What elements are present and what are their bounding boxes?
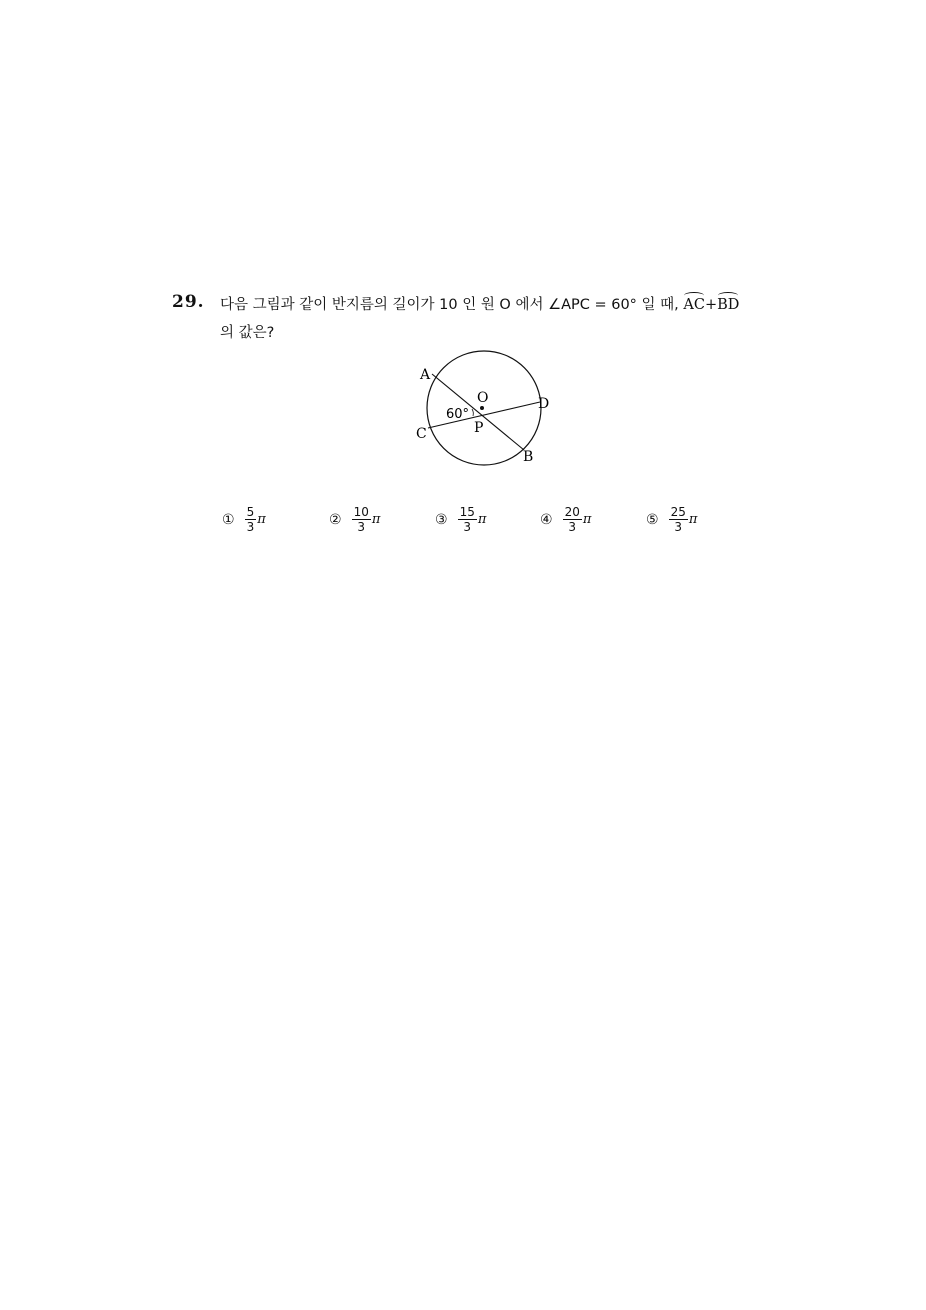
denominator: 3 — [674, 520, 683, 534]
denominator: 3 — [246, 520, 255, 534]
choice-2[interactable] — [329, 505, 380, 534]
fraction — [245, 505, 257, 534]
question-stem-line-2: 의 값은? — [220, 325, 275, 341]
fraction — [563, 505, 582, 534]
choice-4[interactable] — [540, 505, 591, 534]
fraction — [458, 505, 477, 534]
angle-arc — [472, 409, 473, 416]
fraction — [669, 505, 688, 534]
pi-symbol: π — [688, 512, 698, 527]
choice-marker: ⑤ — [646, 511, 659, 528]
pi-symbol: π — [582, 512, 592, 527]
fraction — [352, 505, 371, 534]
choice-marker: ② — [329, 511, 342, 528]
question-stem-text: 다음 그림과 같이 반지름의 길이가 10 인 원 O 에서 ∠APC = 60° 일 때, — [220, 297, 679, 313]
label-c: C — [416, 426, 427, 442]
choice-1[interactable] — [222, 505, 266, 534]
choice-marker: ④ — [540, 511, 553, 528]
arc-bd: BD — [717, 297, 740, 313]
choice-marker: ① — [222, 511, 235, 528]
pi-symbol: π — [371, 512, 381, 527]
numerator: 10 — [353, 505, 369, 519]
plus-sign: + — [704, 297, 718, 313]
circle-figure — [410, 346, 550, 480]
denominator: 3 — [568, 520, 577, 534]
label-b: B — [523, 449, 534, 465]
center-point — [480, 406, 484, 410]
label-angle: 60° — [446, 407, 470, 422]
question-number: 29. — [172, 292, 205, 312]
pi-symbol: π — [257, 512, 266, 527]
denominator: 3 — [357, 520, 366, 534]
numerator: 20 — [564, 505, 580, 519]
answer-choices — [222, 505, 742, 549]
label-a: A — [420, 367, 431, 383]
pi-symbol: π — [477, 512, 487, 527]
label-d: D — [538, 396, 550, 412]
numerator: 15 — [459, 505, 475, 519]
denominator: 3 — [463, 520, 472, 534]
label-p: P — [474, 420, 484, 436]
question-stem-line-1 — [220, 293, 739, 314]
choice-5[interactable] — [646, 505, 697, 534]
numerator: 25 — [670, 505, 686, 519]
numerator: 5 — [246, 505, 255, 519]
choice-marker: ③ — [435, 511, 448, 528]
arc-ac: AC — [683, 297, 705, 313]
choice-3[interactable] — [435, 505, 486, 534]
label-o: O — [477, 390, 489, 406]
circle-diagram — [410, 346, 550, 476]
